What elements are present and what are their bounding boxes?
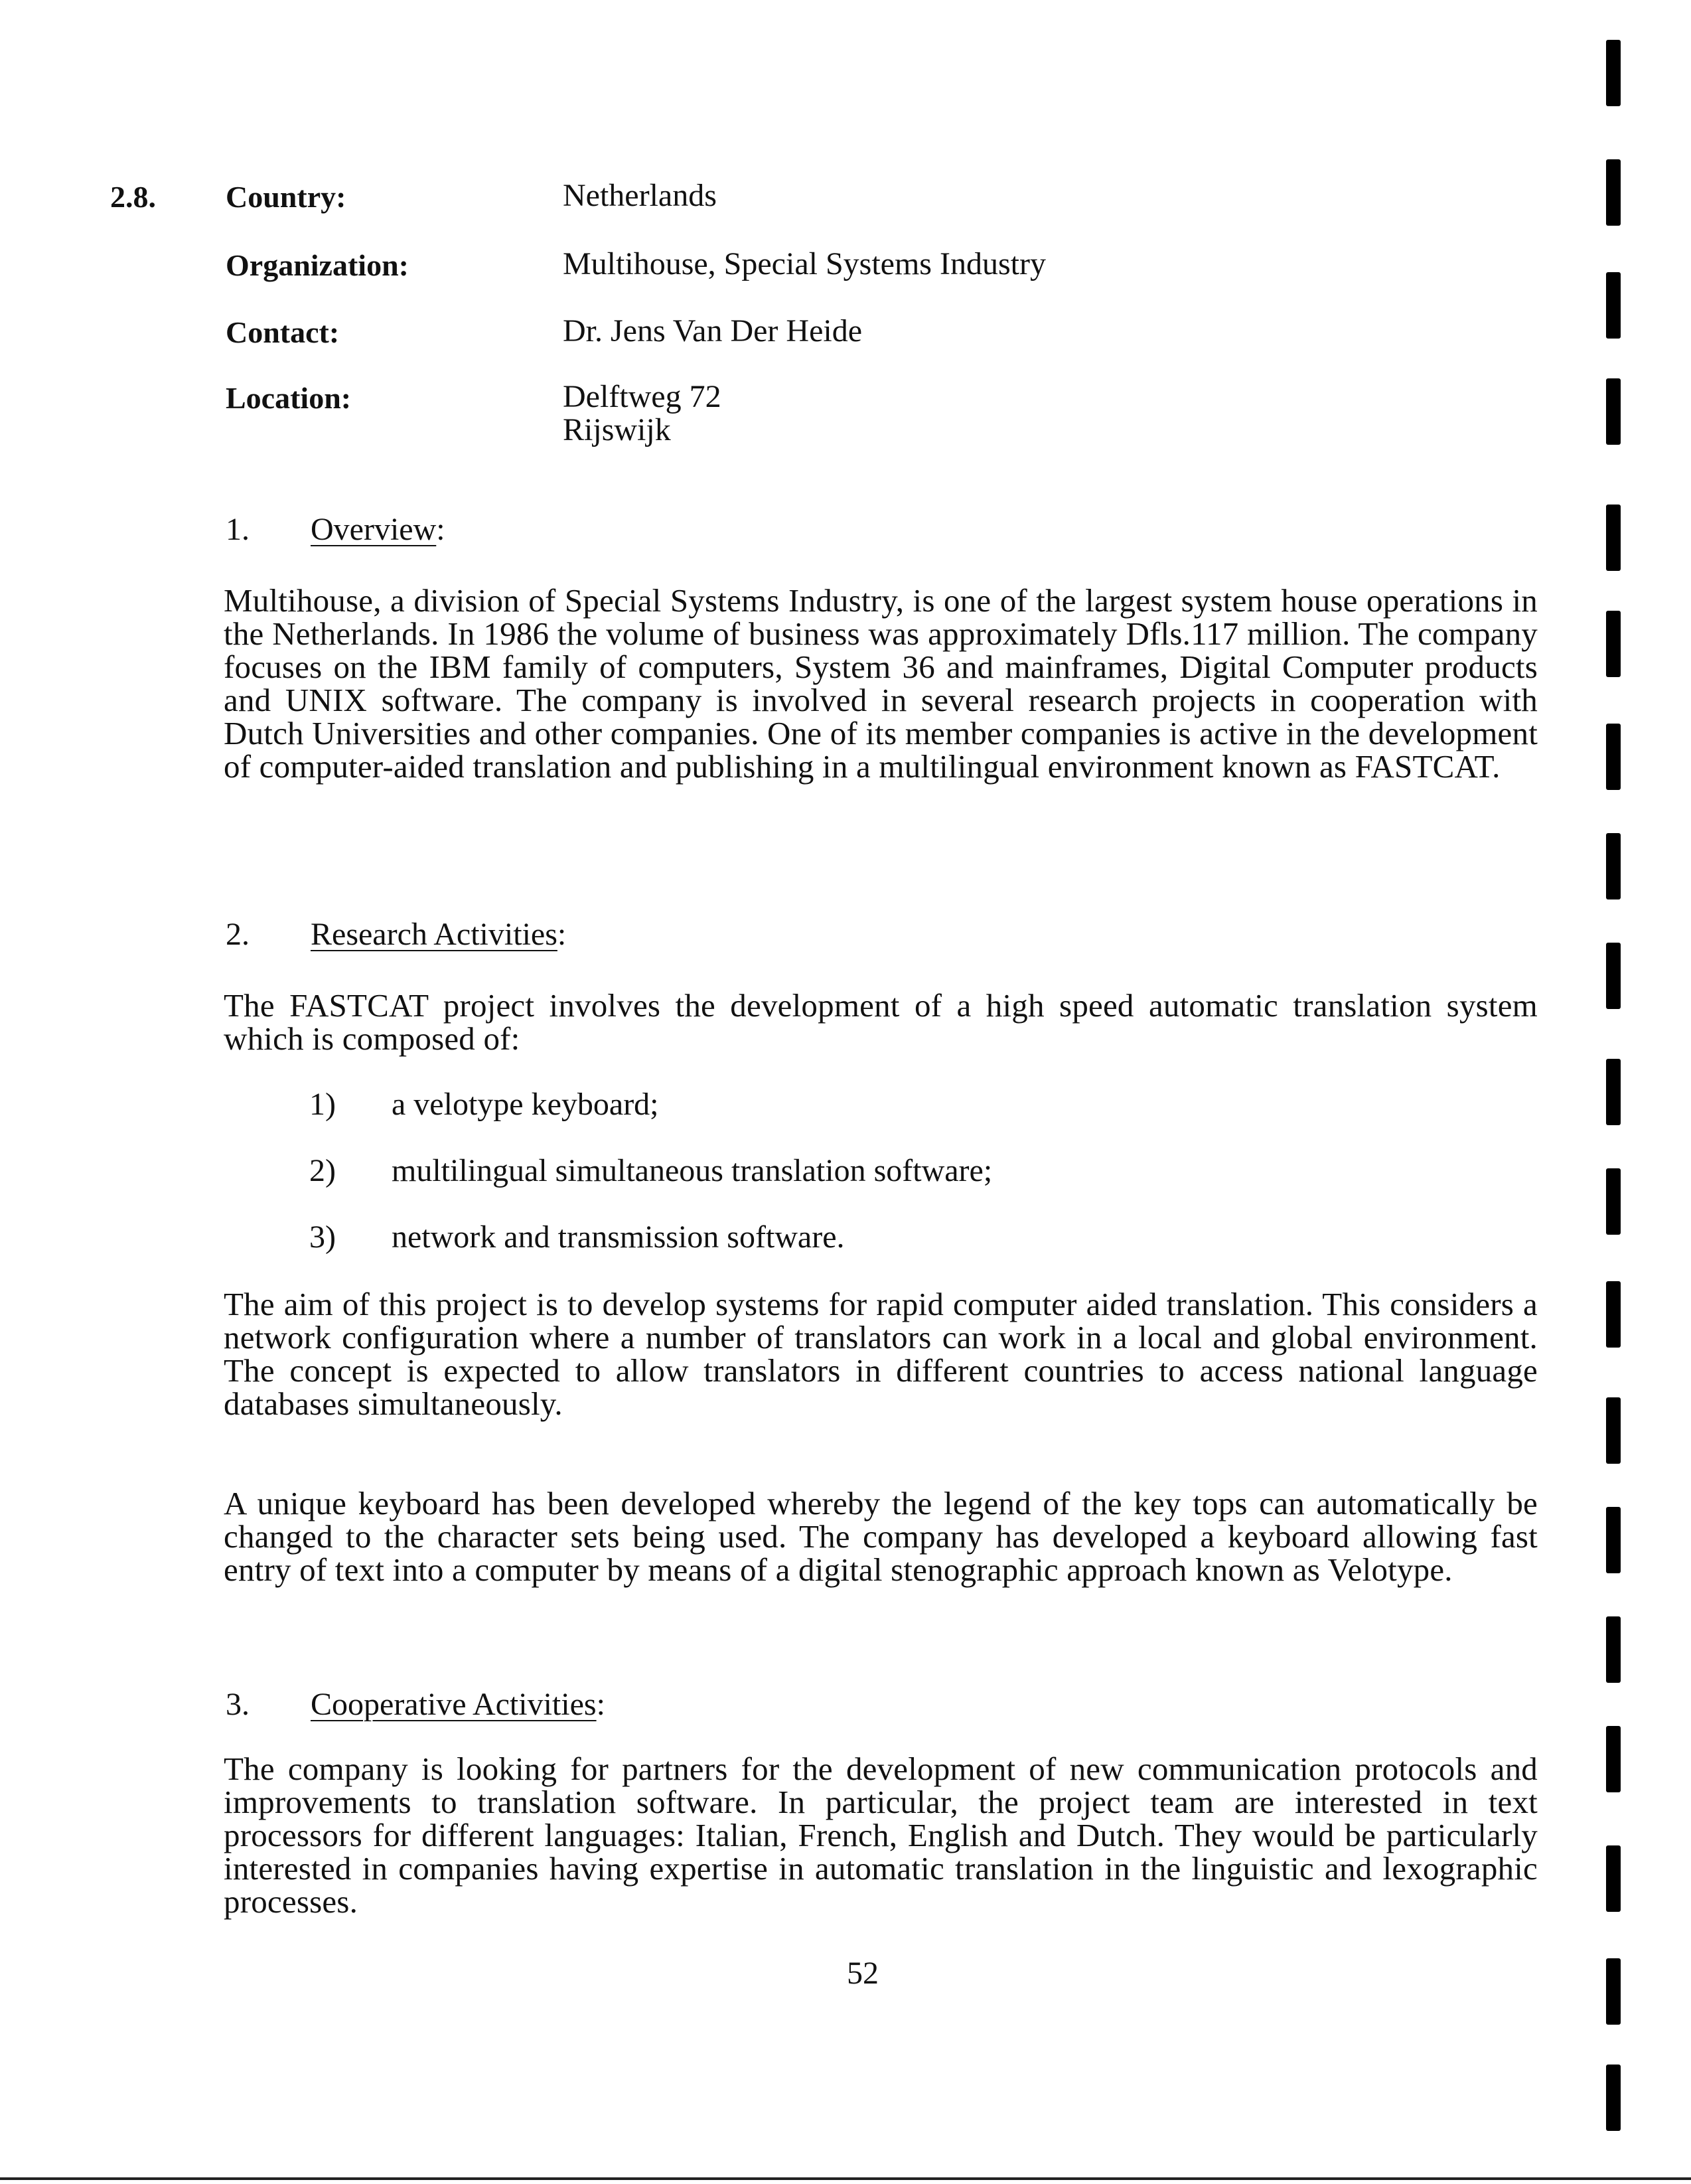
- list-item-3-text: network and transmission software.: [392, 1219, 845, 1255]
- research-heading: Research Activities:: [311, 917, 567, 952]
- binding-mark: [1606, 943, 1621, 1009]
- overview-heading: Overview:: [311, 512, 445, 547]
- binding-mark: [1606, 2065, 1621, 2131]
- binding-mark: [1606, 1507, 1621, 1573]
- binding-mark: [1606, 1616, 1621, 1683]
- binding-mark: [1606, 1168, 1621, 1235]
- location-label: Location:: [226, 381, 352, 415]
- binding-mark: [1606, 1397, 1621, 1464]
- binding-mark: [1606, 1958, 1621, 2025]
- binding-mark: [1606, 833, 1621, 899]
- list-item-2-text: multilingual simultaneous translation software;: [392, 1153, 993, 1188]
- list-item-1-text: a velotype keyboard;: [392, 1087, 659, 1122]
- location-value-street: Delftweg 72: [563, 379, 721, 414]
- cooperative-heading: Cooperative Activities:: [311, 1687, 605, 1722]
- country-label: Country:: [226, 180, 346, 214]
- binding-mark: [1606, 724, 1621, 790]
- overview-title: Overview: [311, 512, 437, 547]
- research-keyboard-paragraph: A unique keyboard has been developed whereby the legend of the key tops can automatically be changed to the character sets being used. The company has developed a keyboard allowing fast entry of text into a computer by means of a digital stenographic approach known as Velotype.: [224, 1485, 1538, 1588]
- country-value: Netherlands: [563, 178, 717, 213]
- location-value-city: Rijswijk: [563, 412, 671, 447]
- research-number: 2.: [226, 917, 250, 952]
- page-number: 52: [847, 1956, 879, 1991]
- cooperative-number: 3.: [226, 1687, 250, 1722]
- binding-mark: [1606, 1726, 1621, 1792]
- binding-mark: [1606, 159, 1621, 226]
- section-number: 2.8.: [110, 180, 156, 214]
- binding-mark: [1606, 272, 1621, 339]
- organization-value: Multihouse, Special Systems Industry: [563, 246, 1046, 281]
- list-item-3-number: 3): [309, 1219, 336, 1255]
- cooperative-paragraph: The company is looking for partners for the development of new communication protocols and improvements to translation software. In particular, the project team are interested in text processors for different languages: Italian, French, English and Dutch. They would be particularly interested in companies having expertise in automatic translation in the linguistic and lexographic processes.: [224, 1751, 1538, 1920]
- list-item-1-number: 1): [309, 1087, 336, 1122]
- binding-mark: [1606, 1059, 1621, 1125]
- binding-mark: [1606, 40, 1621, 106]
- binding-mark: [1606, 1845, 1621, 1912]
- binding-mark: [1606, 611, 1621, 677]
- contact-value: Dr. Jens Van Der Heide: [563, 313, 863, 349]
- contact-label: Contact:: [226, 315, 340, 349]
- research-intro-paragraph: The FASTCAT project involves the development of a high speed automatic translation system which is composed of:: [224, 987, 1538, 1057]
- binding-mark: [1606, 1281, 1621, 1348]
- organization-label: Organization:: [226, 248, 409, 282]
- list-item-2-number: 2): [309, 1153, 336, 1188]
- bottom-scan-edge: [0, 2177, 1691, 2180]
- overview-number: 1.: [226, 512, 250, 547]
- research-aim-paragraph: The aim of this project is to develop systems for rapid computer aided translation. This considers a network configuration where a number of translators can work in a local and global environment. The concept is expected to allow translators in different countries to access national language databases simultaneously.: [224, 1286, 1538, 1422]
- research-title: Research Activities: [311, 917, 557, 952]
- overview-paragraph: Multihouse, a division of Special Systems Industry, is one of the largest system house operations in the Netherlands. In 1986 the volume of business was approximately Dfls.117 million. The company focuses on the IBM family of computers, System 36 and mainframes, Digital Computer products and UNIX software. The company is involved in several research projects in cooperation with Dutch Universities and other companies. One of its member companies is active in the development of computer-aided translation and publishing in a multilingual environment known as FASTCAT.: [224, 582, 1538, 785]
- cooperative-title: Cooperative Activities: [311, 1687, 597, 1722]
- binding-mark: [1606, 378, 1621, 445]
- binding-mark: [1606, 505, 1621, 571]
